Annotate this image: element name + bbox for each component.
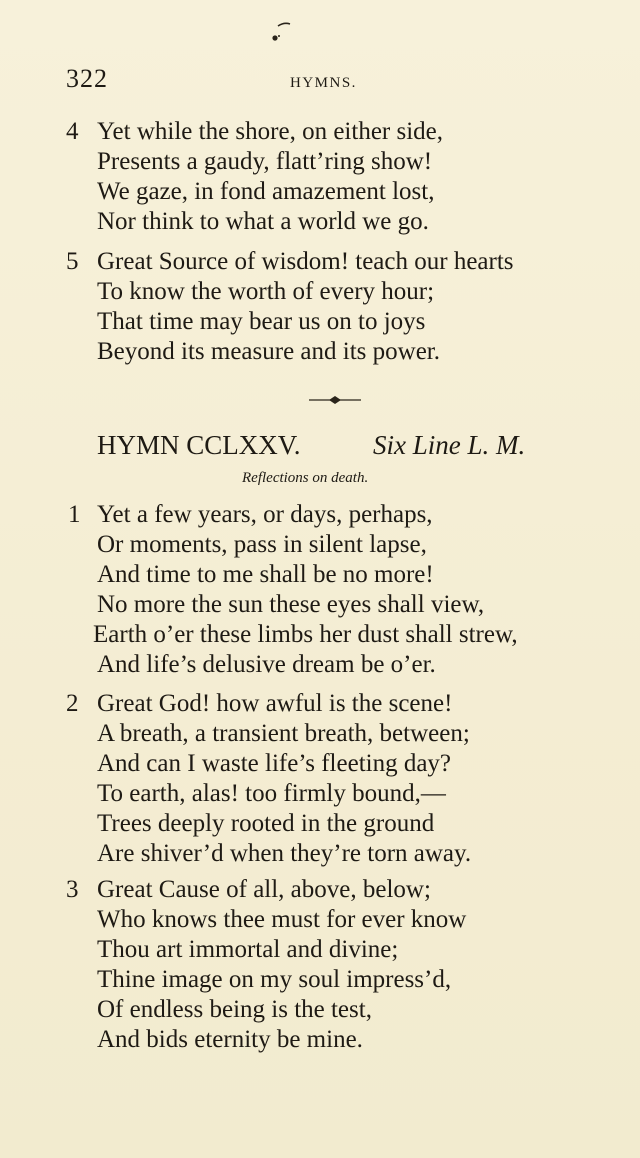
verse-line: And time to me shall be no more! (97, 561, 434, 588)
printer-mark-icon (268, 20, 292, 46)
section-divider-ornament (305, 391, 365, 407)
verse-line: Yet while the shore, on either side, (97, 118, 444, 145)
verse-line: Beyond its measure and its power. (97, 338, 440, 365)
verse-line: Who knows thee must for ever know (97, 906, 467, 933)
verse-line: Great God! how awful is the scene! (97, 690, 453, 717)
verse-line: Of endless being is the test, (97, 996, 372, 1023)
stanza-number: 4 (66, 118, 79, 145)
page-number: 322 (66, 64, 108, 93)
verse-line: No more the sun these eyes shall view, (97, 591, 485, 618)
verse-line: Great Source of wisdom! teach our hearts (97, 248, 514, 275)
stanza-number: 2 (66, 690, 79, 717)
verse-line: Thou art immortal and divine; (97, 936, 399, 963)
hymn-subject: Reflections on death. (242, 470, 369, 486)
verse-line: And life’s delusive dream be o’er. (97, 651, 436, 678)
verse-line: Yet a few years, or days, perhaps, (97, 501, 433, 528)
verse-line: Thine image on my soul impress’d, (97, 966, 452, 993)
hymn-title: HYMN CCLXXV. (97, 430, 301, 460)
verse-line: Earth o’er these limbs her dust shall strew, (93, 621, 518, 648)
hymn-meter: Six Line L. M. (373, 430, 526, 460)
verse-line: That time may bear us on to joys (97, 308, 426, 335)
verse-line: And bids eternity be mine. (97, 1026, 363, 1053)
stanza-number: 3 (66, 876, 79, 903)
verse-line: And can I waste life’s fleeting day? (97, 750, 452, 777)
verse-line: To know the worth of every hour; (97, 278, 435, 305)
verse-line: Or moments, pass in silent lapse, (97, 531, 427, 558)
stanza-number: 5 (66, 248, 79, 275)
verse-line: We gaze, in fond amazement lost, (97, 178, 435, 205)
verse-line: A breath, a transient breath, between; (97, 720, 470, 747)
verse-line: Presents a gaudy, flatt’ring show! (97, 148, 433, 175)
stanza-number: 1 (68, 501, 81, 528)
verse-line: Are shiver’d when they’re torn away. (97, 840, 472, 867)
verse-line: Trees deeply rooted in the ground (97, 810, 435, 837)
verse-line: To earth, alas! too firmly bound,— (97, 780, 446, 807)
running-head: HYMNS. (290, 75, 357, 91)
verse-line: Nor think to what a world we go. (97, 208, 429, 235)
verse-line: Great Cause of all, above, below; (97, 876, 431, 903)
